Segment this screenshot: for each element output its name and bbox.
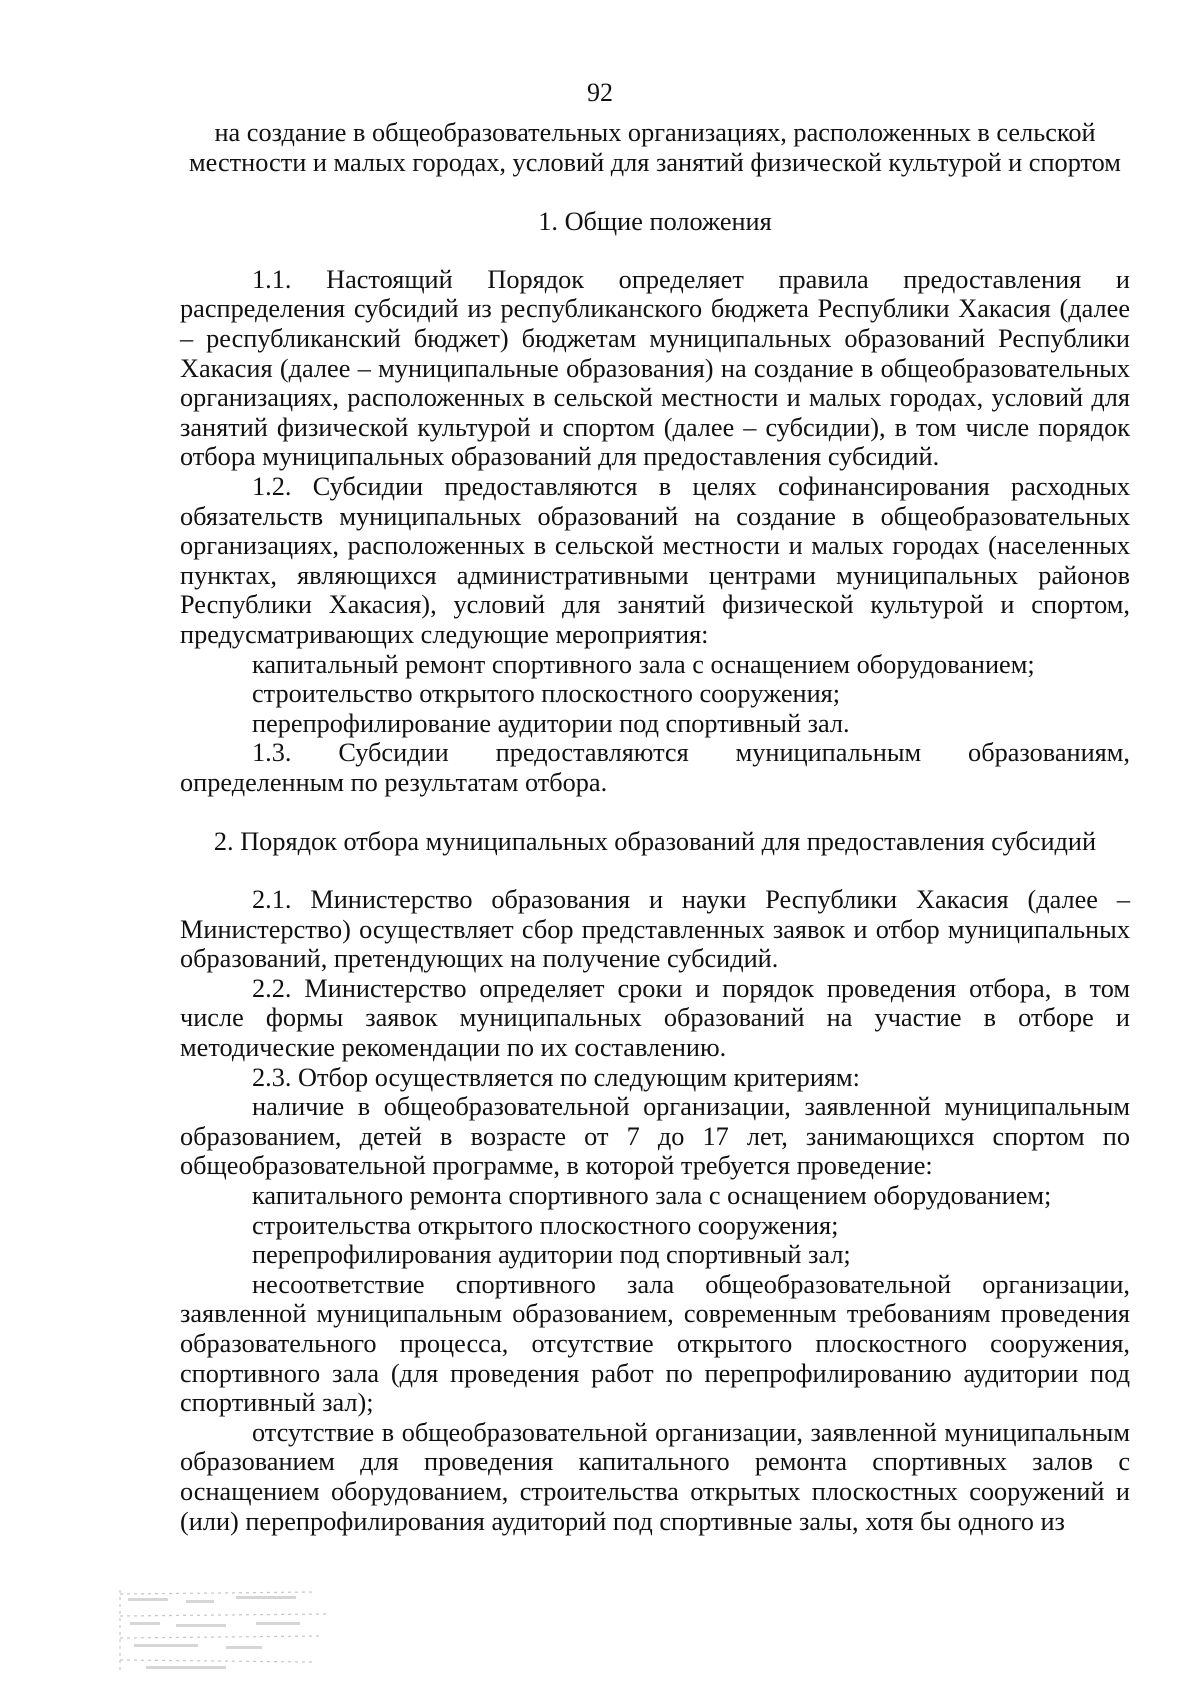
list-item: перепрофилирования аудитории под спортивный зал; <box>252 1240 851 1270</box>
paragraph: 1.3. Субсидии предоставляются муниципальным образованиям, определенным по результатам отбора. <box>180 738 1130 797</box>
list-item: капитальный ремонт спортивного зала с оснащением оборудованием; <box>252 649 1035 679</box>
faded-stamp-mark <box>116 1582 338 1674</box>
section-heading: 1. Общие положения <box>538 207 772 237</box>
document-body <box>180 118 1130 1536</box>
list-item: перепрофилирование аудитории под спортивный зал. <box>252 708 850 738</box>
paragraph: отсутствие в общеобразовательной организации, заявленной муниципальным образованием для проведения капитального ремонта спортивных залов с оснащением оборудованием, строительства открытых плоскостных сооружений и (или) перепрофилирования аудиторий под спортивные залы, хотя бы одного из <box>180 1417 1130 1536</box>
list-item: капитального ремонта спортивного зала с оснащением оборудованием; <box>252 1181 1052 1210</box>
document-title <box>180 118 1130 177</box>
paragraph: 2.2. Министерство определяет сроки и порядок проведения отбора, в том числе формы заявок муниципальных образований на участие в отборе и методические рекомендации по их составлению. <box>180 973 1130 1063</box>
section-heading: 2. Порядок отбора муниципальных образований для предоставления субсидий <box>213 827 1097 857</box>
title-line: местности и малых городах, условий для занятий физической культурой и спортом <box>189 147 1121 177</box>
paragraph: наличие в общеобразовательной организации, заявленной муниципальным образованием, детей в возрасте от 7 до 17 лет, занимающихся спортом по общеобразовательной программе, в которой требуется проведение: <box>180 1092 1130 1181</box>
paragraph: 1.2. Субсидии предоставляются в целях софинансирования расходных обязательств муниципальных образований на создание в общеобразовательных организациях, расположенных в сельской местности и малых городах (населенных пунктах, являющихся административными центрами муниципальных районов Республики Хакасия), условий для занятий физической культурой и спортом, предусматривающих следующие мероприятия: <box>180 471 1130 649</box>
list-item: строительство открытого плоскостного сооружения; <box>252 679 841 709</box>
paragraph: 2.3. Отбор осуществляется по следующим критериям: <box>252 1062 860 1092</box>
page-number: 92 <box>587 78 613 107</box>
paragraph: 2.1. Министерство образования и науки Республики Хакасия (далее – Министерство) осуществляет сбор представленных заявок и отбор муниципальных образований, претендующих на получение субсидий. <box>180 885 1130 974</box>
paragraph: 1.1. Настоящий Порядок определяет правила предоставления и распределения субсидий из республиканского бюджета Республики Хакасия (далее – республиканский бюджет) бюджетам муниципальных образований Республики Хакасия (далее – муниципальные образования) на создание в общеобразовательных организациях, расположенных в сельской местности и малых городах, условий для занятий физической культурой и спортом (далее – субсидии), в том числе порядок отбора муниципальных образований для предоставления субсидий. <box>180 264 1130 472</box>
list-item: строительства открытого плоскостного сооружения; <box>252 1210 839 1240</box>
paragraph: несоответствие спортивного зала общеобразовательной организации, заявленной муниципальным образованием, современным требованиям проведения образовательного процесса, отсутствие открытого плоскостного сооружения, спортивного зала (для проведения работ по перепрофилированию аудитории под спортивный зал); <box>180 1269 1130 1418</box>
title-line: на создание в общеобразовательных организациях, расположенных в сельской <box>214 118 1096 147</box>
